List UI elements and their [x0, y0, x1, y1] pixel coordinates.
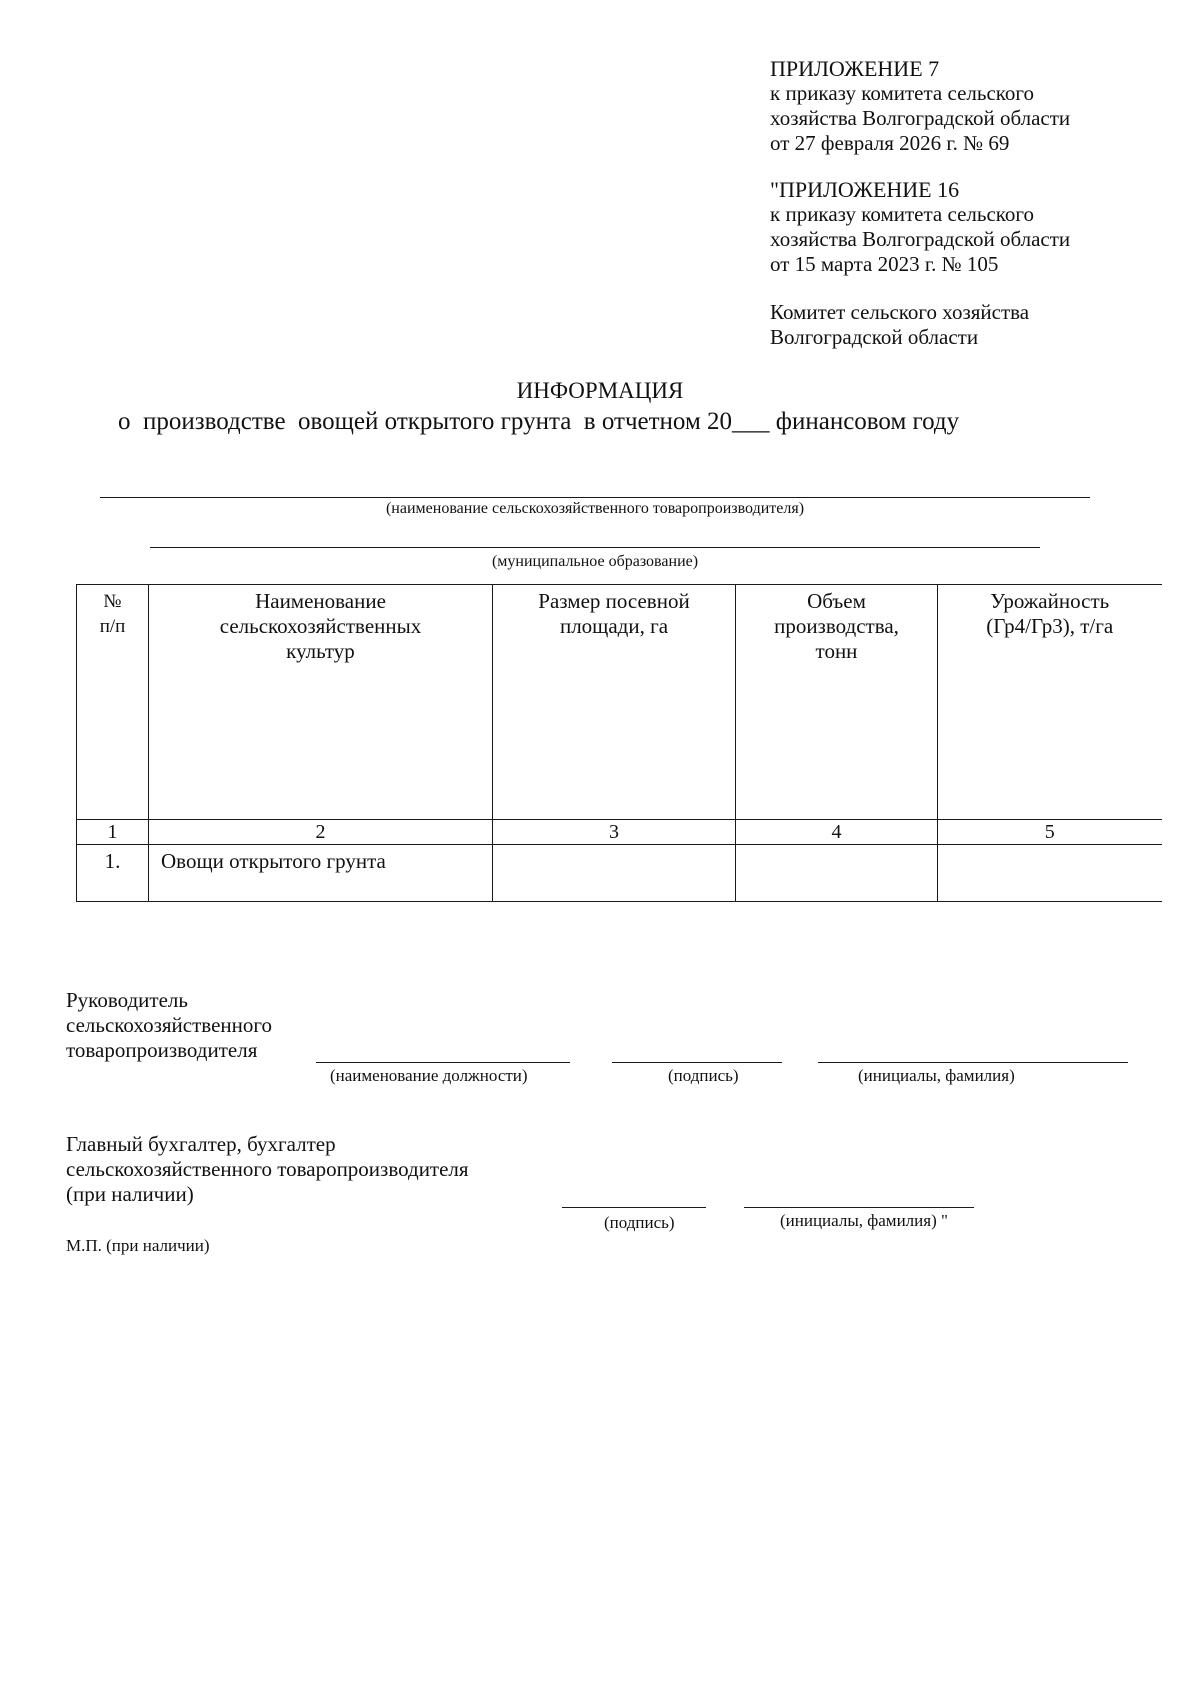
column-number: 5 [938, 820, 1162, 845]
header-number: № п/п [77, 585, 149, 820]
head-label-line2: сельскохозяйственного [66, 1013, 272, 1037]
header-sown-area: Размер посевной площади, га [493, 585, 736, 820]
head-position-line[interactable] [316, 1062, 570, 1063]
appendix-current-line2: хозяйства Волгоградской области [770, 106, 1071, 130]
sown-area-cell[interactable] [493, 845, 736, 902]
crop-name-cell: Овощи открытого грунта [149, 845, 493, 902]
column-number: 2 [149, 820, 493, 845]
recipient [770, 300, 1029, 350]
accountant-name-caption: (инициалы, фамилия) " [780, 1211, 948, 1230]
appendix-current-line3: от 27 февраля 2026 г. № 69 [770, 131, 1010, 155]
header-yield: Урожайность (Гр4/Гр3), т/га [938, 585, 1162, 820]
producer-caption: (наименование сельскохозяйственного товаропроизводителя) [385, 500, 805, 517]
appendix-current-line1: к приказу комитета сельского [770, 81, 1035, 105]
appendix-original [770, 177, 1070, 277]
table-row [77, 845, 1162, 902]
table-header-row [77, 585, 1162, 820]
appendix-original-line1: к приказу комитета сельского [770, 202, 1035, 226]
yield-cell[interactable] [938, 845, 1162, 902]
head-signature-line[interactable] [612, 1062, 782, 1063]
document-title: ИНФОРМАЦИЯ [516, 378, 684, 403]
appendix-original-line3: от 15 марта 2023 г. № 105 [770, 252, 999, 276]
row-number-cell: 1. [77, 845, 149, 902]
production-volume-cell[interactable] [736, 845, 938, 902]
head-name-line[interactable] [818, 1062, 1128, 1063]
appendix-original-line2: хозяйства Волгоградской области [770, 227, 1071, 251]
column-number: 4 [736, 820, 938, 845]
document-subtitle: о производстве овощей открытого грунта в отчетном 20___ финансовом году [118, 408, 960, 435]
recipient-line1: Комитет сельского хозяйства [770, 300, 1030, 324]
head-name-caption: (инициалы, фамилия) [858, 1066, 1015, 1085]
accountant-label-line3: (при наличии) [66, 1182, 194, 1206]
stamp-placeholder: М.П. (при наличии) [66, 1236, 210, 1255]
appendix-original-title: "ПРИЛОЖЕНИЕ 16 [770, 177, 960, 202]
accountant-signature-line[interactable] [562, 1207, 706, 1208]
appendix-current [770, 56, 1070, 156]
header-production-volume: Объем производства, тонн [736, 585, 938, 820]
appendix-current-title: ПРИЛОЖЕНИЕ 7 [770, 56, 940, 81]
header-crop-name: Наименование сельскохозяйственных культур [149, 585, 493, 820]
producer-name-line [100, 497, 1090, 498]
head-label-line3: товаропроизводителя [66, 1038, 258, 1062]
head-signature-caption: (подпись) [668, 1066, 739, 1085]
table-column-numbers-row [77, 820, 1162, 845]
accountant-signature-caption: (подпись) [604, 1213, 675, 1232]
accountant-label-line2: сельскохозяйственного товаропроизводителя [66, 1157, 469, 1181]
accountant-signature-label [66, 1132, 469, 1207]
accountant-label-line1: Главный бухгалтер, бухгалтер [66, 1132, 336, 1156]
municipality-caption: (муниципальное образование) [491, 553, 699, 570]
municipality-line [150, 547, 1040, 548]
production-table [76, 584, 1162, 902]
recipient-line2: Волгоградской области [770, 325, 979, 349]
column-number: 1 [77, 820, 149, 845]
head-position-caption: (наименование должности) [330, 1066, 528, 1085]
head-signature-label [66, 988, 272, 1063]
head-label-line1: Руководитель [66, 988, 188, 1012]
column-number: 3 [493, 820, 736, 845]
accountant-name-line[interactable] [744, 1207, 974, 1208]
